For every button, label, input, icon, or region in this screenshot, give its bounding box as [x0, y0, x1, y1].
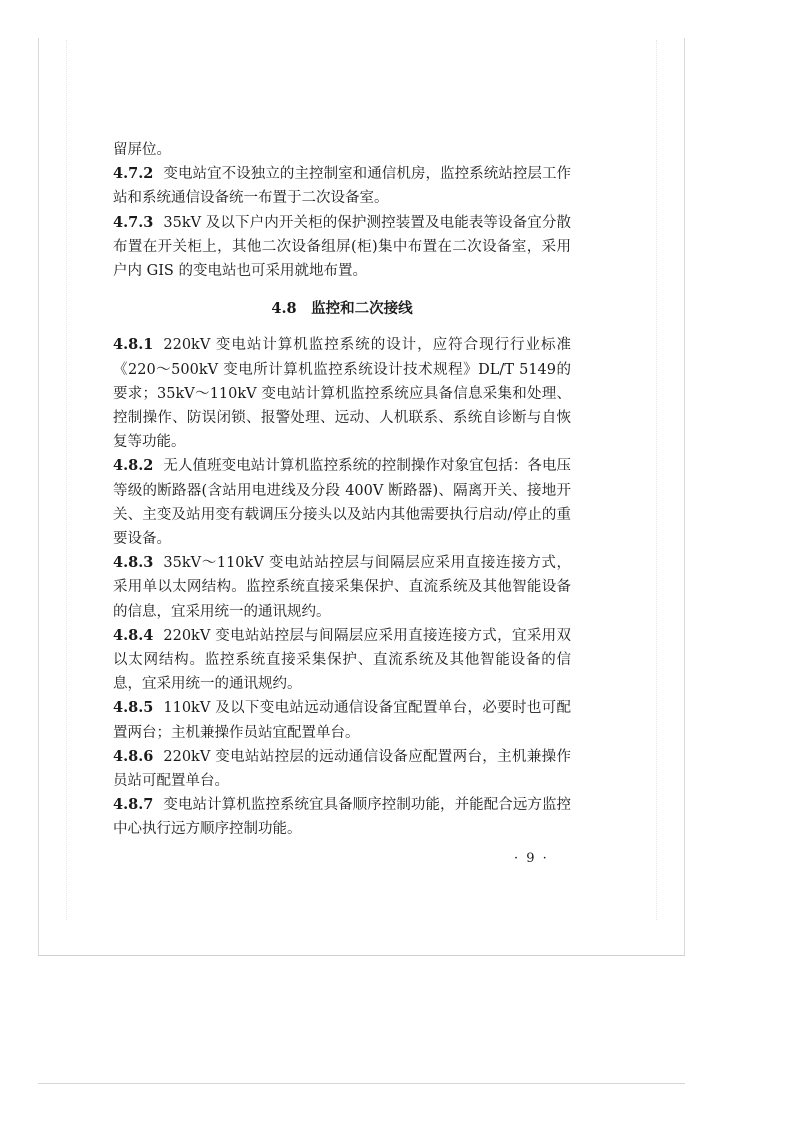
- clause-text: 35kV～110kV 变电站站控层与间隔层应采用直接连接方式，采用单以太网结构。监控系统直接采集保护、直流系统及其他智能设备的信息，宜采用统一的通讯规约。: [113, 555, 571, 620]
- paragraphs-bottom: [113, 333, 571, 841]
- clause-number: 4.8.7: [113, 796, 154, 814]
- clause-number: 4.7.2: [113, 165, 154, 183]
- scan-margin-right: [656, 40, 657, 920]
- clause-number: 4.8.6: [113, 747, 154, 765]
- paragraph: [113, 211, 571, 284]
- paragraph: [113, 624, 571, 697]
- paragraph: [113, 551, 571, 624]
- clause-number: 4.8.5: [113, 699, 154, 717]
- clause-number: 4.8.1: [113, 336, 154, 354]
- page-border-right: [684, 38, 685, 956]
- scan-margin-left: [66, 40, 67, 920]
- paragraphs-top: [113, 138, 571, 283]
- clause-text: 220kV 变电站站控层的远动通信设备应配置两台，主机兼操作员站可配置单台。: [113, 748, 571, 790]
- paragraph: [113, 138, 571, 162]
- clause-number: 4.8.3: [113, 554, 154, 572]
- clause-text: 变电站宜不设独立的主控制室和通信机房，监控系统站控层工作站和系统通信设备统一布置于二次设备室。: [113, 166, 571, 207]
- clause-text: 110kV 及以下变电站远动通信设备宜配置单台，必要时也可配置两台；主机兼操作员站宜配置单台。: [113, 700, 571, 741]
- paragraph: [113, 793, 571, 841]
- document-body: [113, 138, 571, 842]
- clause-text: 留屏位。: [113, 142, 171, 158]
- clause-text: 220kV 变电站计算机监控系统的设计，应符合现行行业标准《220～500kV 变电所计算机监控系统设计技术规程》DL/T 5149的要求；35kV～110kV 变电站计算机监控系统应具备信息采集和处理、控制操作、防误闭锁、报警处理、远动、人机联系、系统自诊断与自恢复等功能。: [113, 337, 571, 451]
- clause-text: 无人值班变电站计算机监控系统的控制操作对象宜包括：各电压等级的断路器(含站用电进线及分段 400V 断路器)、隔离开关、接地开关、主变及站用变有载调压分接头以及站内其他需要执行启动/停止的重要设备。: [113, 458, 571, 548]
- clause-number: 4.8.4: [113, 626, 154, 644]
- page-border-left: [38, 38, 39, 956]
- clause-text: 变电站计算机监控系统宜具备顺序控制功能，并能配合远方监控中心执行远方顺序控制功能。: [113, 797, 571, 838]
- clause-text: 35kV 及以下户内开关柜的保护测控装置及电能表等设备宜分散布置在开关柜上，其他二次设备组屏(柜)集中布置在二次设备室，采用户内 GIS 的变电站也可采用就地布置。: [113, 214, 571, 280]
- paragraph: [113, 162, 571, 210]
- paragraph: [113, 454, 571, 551]
- clause-number: 4.7.3: [113, 213, 154, 231]
- clause-text: 220kV 变电站站控层与间隔层应采用直接连接方式，宜采用双以太网结构。监控系统直接采集保护、直流系统及其他智能设备的信息，宜采用统一的通讯规约。: [113, 627, 571, 693]
- paragraph: [113, 696, 571, 744]
- section-heading: 4.8 监控和二次接线: [271, 300, 413, 318]
- page-number: · 9 ·: [514, 851, 549, 866]
- paragraph: [113, 333, 571, 454]
- clause-number: 4.8.2: [113, 457, 154, 475]
- footer-divider: [38, 1083, 685, 1084]
- page-border-bottom: [38, 955, 685, 956]
- paragraph: [113, 745, 571, 793]
